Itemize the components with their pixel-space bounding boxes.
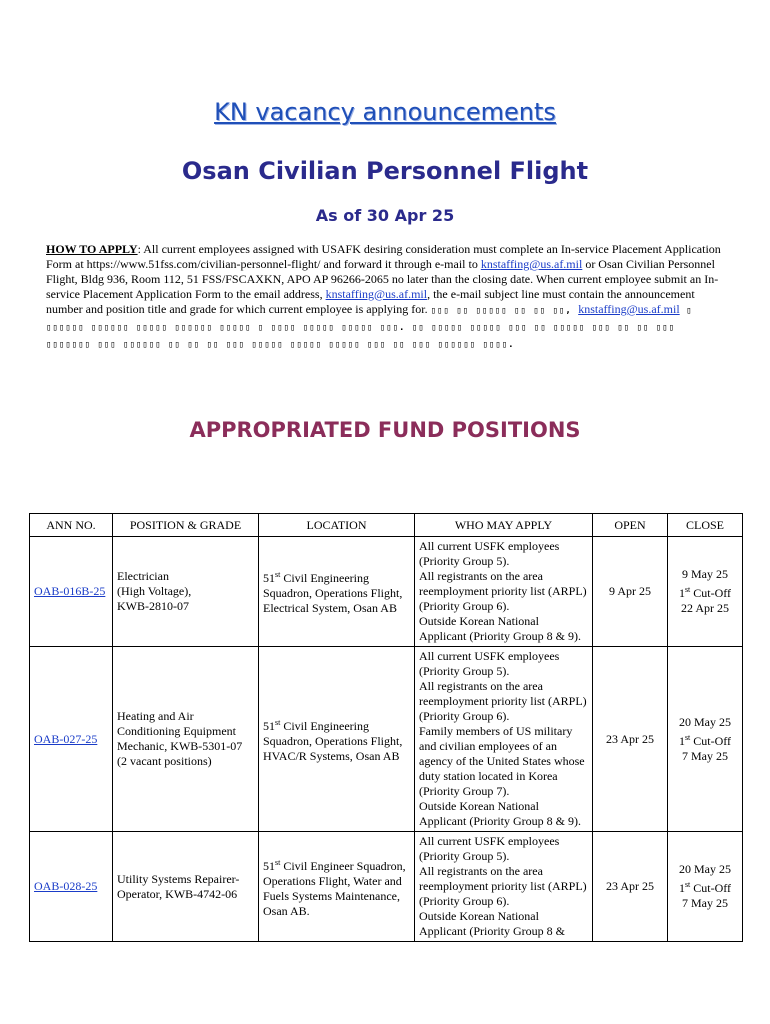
- eligibility-group: All registrants on the area reemployment priority list (ARPL) (Priority Group 6).: [419, 569, 587, 613]
- location-cell: [259, 832, 415, 942]
- position-line: KWB-2810-07: [117, 599, 189, 613]
- location-text: Civil Engineering Squadron, Operations Flight, HVAC/R Systems, Osan AB: [263, 718, 403, 763]
- cut-off-number: 1: [678, 733, 685, 748]
- how-to-apply-text-1: : All current employees assigned with USAFK desiring consideration must complete an In-service Placement Application Form at https://www.51fss.com/civilian-personnel-flight/: [46, 242, 721, 271]
- vacancy-table: [29, 513, 743, 942]
- close-date-cell: [668, 537, 743, 647]
- eligibility-group: Outside Korean National Applicant (Priority Group 8 &: [419, 909, 565, 938]
- cut-off-text: Cut-Off: [690, 586, 732, 600]
- open-date-cell: 23 Apr 25: [593, 832, 668, 942]
- location-text: Civil Engineering Squadron, Operations Flight, Electrical System, Osan AB: [263, 571, 403, 615]
- how-to-apply-text-4: , the e-mail subject line must contain the announcement number and position title and grade for which current employee is applying for.: [46, 287, 695, 316]
- location-ordinal: st: [275, 717, 281, 727]
- email-link-1[interactable]: knstaffing@us.af.mil: [480, 257, 583, 271]
- cut-off-label: [672, 582, 738, 601]
- close-date: 20 May 25: [679, 714, 731, 729]
- eligibility-group: All current USFK employees (Priority Group 5).: [419, 539, 560, 568]
- eligibility-group: All current USFK employees (Priority Group 5).: [419, 834, 560, 863]
- garbled-text-2: ▯ ▯▯▯▯▯▯ ▯▯▯▯▯▯ ▯▯▯▯▯ ▯▯▯▯▯▯ ▯▯▯▯▯ ▯ ▯▯▯▯ ▯▯▯▯▯ ▯▯▯▯▯ ▯▯▯. ▯▯ ▯▯▯▯▯ ▯▯▯▯▯ ▯▯▯ ▯▯ ▯▯▯▯▯ ▯▯▯ ▯▯ ▯▯ ▯▯▯ ▯▯▯▯▯▯▯ ▯▯▯ ▯▯▯▯▯▯ ▯▯ ▯▯ ▯▯ ▯▯▯ ▯▯▯▯▯ ▯▯▯▯▯ ▯▯▯▯▯ ▯▯▯ ▯▯ ▯▯▯ ▯▯▯▯▯▯ ▯▯▯▯.: [46, 306, 693, 350]
- cut-off-text: Cut-Off: [690, 733, 732, 748]
- column-header: WHO MAY APPLY: [415, 514, 593, 537]
- email-link-3[interactable]: knstaffing@us.af.mil: [578, 302, 680, 316]
- how-to-apply-text-2: and forward it through e-mail to: [320, 257, 481, 271]
- garbled-text-1: ▯▯▯ ▯▯ ▯▯▯▯▯ ▯▯ ▯▯ ▯▯,: [430, 306, 579, 316]
- eligibility-group: Family members of US military and civilian employees of an agency of the United States whose duty station located in Korea (Priority Group 7).: [419, 724, 585, 798]
- position-cell: [113, 647, 259, 832]
- how-to-apply-label: HOW TO APPLY: [46, 242, 138, 256]
- eligibility-group: All current USFK employees (Priority Group 5).: [419, 649, 560, 678]
- cut-off-label: [672, 877, 738, 896]
- eligibility-group: All registrants on the area reemployment priority list (ARPL) (Priority Group 6).: [419, 864, 587, 908]
- table-header-row: [30, 514, 743, 537]
- ann-cell: [30, 537, 113, 647]
- position-line: Utility Systems Repairer-Operator, KWB-4742-06: [117, 871, 240, 901]
- how-to-apply-text-3: or Osan Civilian Personnel Flight, Bldg 936, Room 112, 51 FSS/FSCAXKN, APO AP 96266-2065 no later than the closing date. When current employee submit an In-service Placement Application Form to the email address,: [46, 257, 719, 301]
- close-date: 9 May 25: [682, 567, 728, 581]
- close-date-cell: [668, 832, 743, 942]
- position-line: Electrician: [117, 569, 169, 583]
- cut-off-number: 1: [678, 586, 685, 600]
- section-title: APPROPRIATED FUND POSITIONS: [189, 418, 581, 442]
- cut-off-label: [672, 730, 738, 749]
- location-ordinal: st: [275, 857, 281, 867]
- cut-off-text: Cut-Off: [690, 881, 732, 895]
- how-to-apply-paragraph: [46, 242, 724, 353]
- eligibility-group: All registrants on the area reemployment priority list (ARPL) (Priority Group 6).: [419, 679, 587, 723]
- who-may-apply-cell: [415, 647, 593, 832]
- open-date-cell: 23 Apr 25: [593, 647, 668, 832]
- column-header: OPEN: [593, 514, 668, 537]
- position-line: (2 vacant positions): [117, 754, 212, 768]
- table-row: [30, 537, 743, 647]
- ann-cell: [30, 647, 113, 832]
- announcement-link[interactable]: OAB-027-25: [34, 731, 98, 746]
- location-cell: [259, 647, 415, 832]
- position-line: (High Voltage),: [117, 584, 192, 598]
- table-row: [30, 647, 743, 832]
- close-date: 20 May 25: [679, 862, 731, 876]
- table-row: [30, 832, 743, 942]
- cut-off-number: 1: [678, 881, 685, 895]
- announcement-link[interactable]: OAB-016B-25: [34, 584, 106, 598]
- office-title: Osan Civilian Personnel Flight: [181, 157, 589, 185]
- location-cell: [259, 537, 415, 647]
- position-cell: [113, 832, 259, 942]
- column-header: POSITION & GRADE: [113, 514, 259, 537]
- ann-cell: [30, 832, 113, 942]
- cut-off-date: 7 May 25: [682, 896, 728, 910]
- open-date-cell: 9 Apr 25: [593, 537, 668, 647]
- position-cell: [113, 537, 259, 647]
- position-line: Heating and Air Conditioning Equipment Mechanic, KWB-5301-07: [117, 709, 243, 753]
- location-text: Civil Engineer Squadron, Operations Flight, Water and Fuels Systems Maintenance, Osan AB.: [263, 858, 406, 918]
- column-header: CLOSE: [668, 514, 743, 537]
- cut-off-date: 7 May 25: [682, 748, 728, 763]
- location-ordinal: st: [275, 570, 281, 579]
- location-number: 51: [263, 858, 275, 873]
- column-header: ANN NO.: [30, 514, 113, 537]
- announcement-link[interactable]: OAB-028-25: [34, 879, 98, 893]
- eligibility-group: Outside Korean National Applicant (Priority Group 8 & 9).: [419, 614, 581, 643]
- cut-off-date: 22 Apr 25: [681, 601, 729, 615]
- page-title: KN vacancy announcements: [214, 98, 556, 126]
- email-link-2[interactable]: knstaffing@us.af.mil: [325, 287, 428, 301]
- location-number: 51: [263, 718, 275, 733]
- column-header: LOCATION: [259, 514, 415, 537]
- cut-off-ordinal: st: [684, 732, 691, 742]
- location-number: 51: [263, 571, 275, 585]
- cut-off-ordinal: st: [684, 585, 691, 594]
- close-date-cell: [668, 647, 743, 832]
- who-may-apply-cell: [415, 537, 593, 647]
- as-of-date: As of 30 Apr 25: [315, 206, 455, 225]
- cut-off-ordinal: st: [684, 880, 691, 889]
- who-may-apply-cell: [415, 832, 593, 942]
- eligibility-group: Outside Korean National Applicant (Priority Group 8 & 9).: [419, 799, 581, 828]
